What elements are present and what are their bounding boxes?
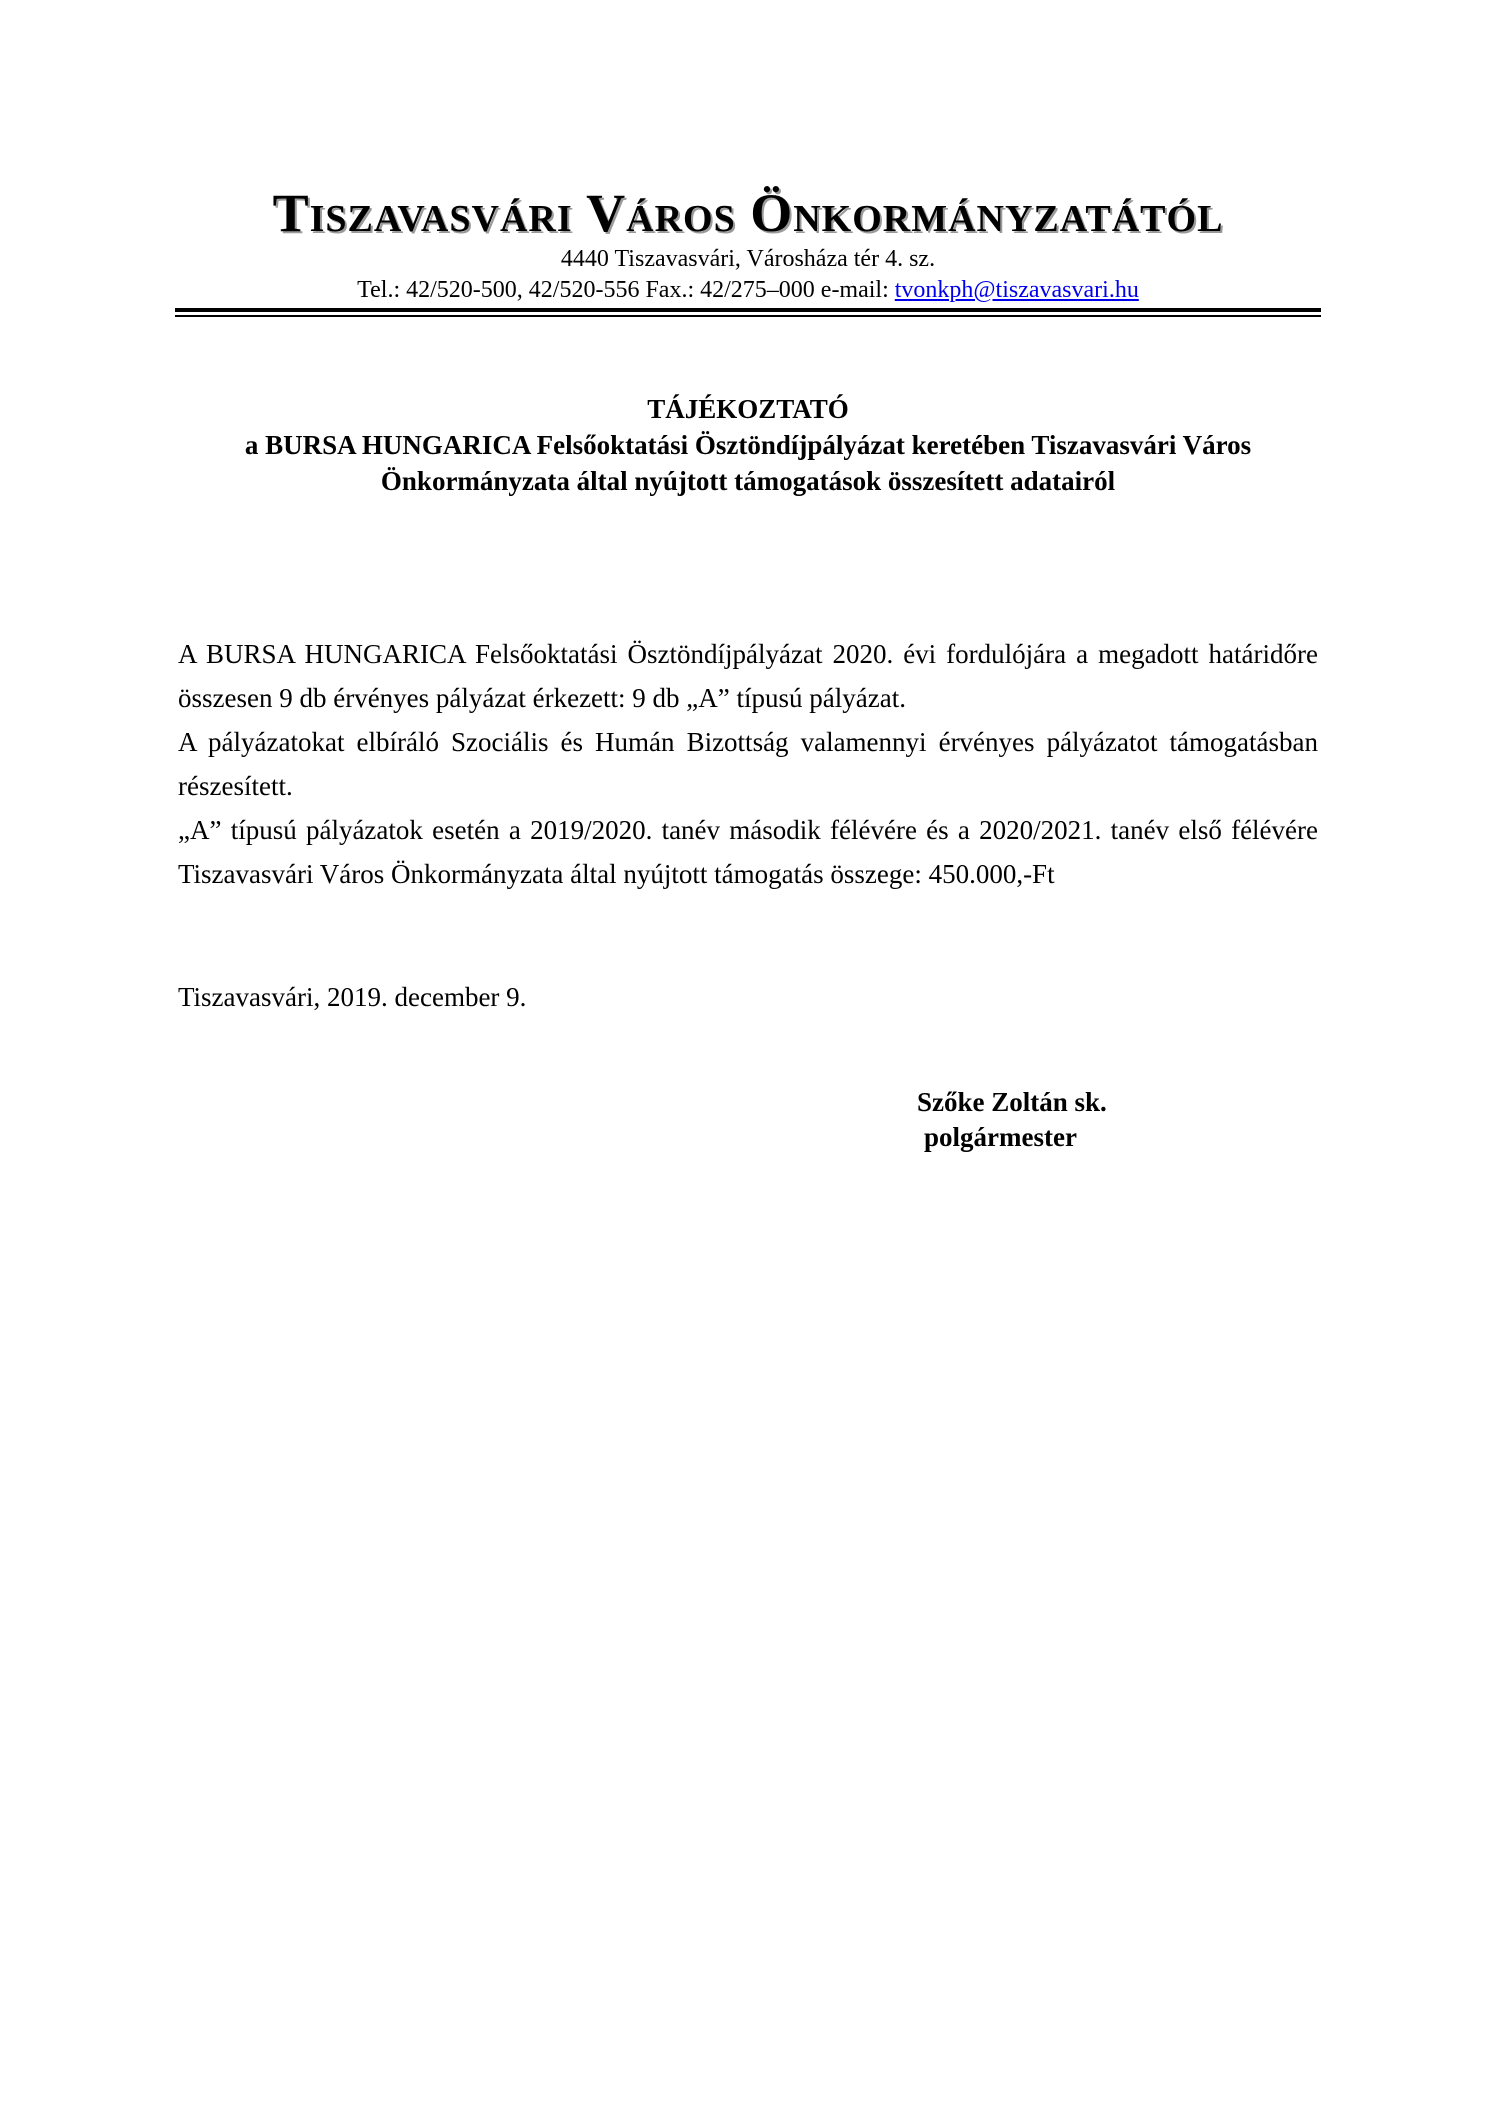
letterhead-contact — [178, 276, 1318, 304]
body-paragraph: A BURSA HUNGARICA Felsőoktatási Ösztöndíjpályázat 2020. évi fordulójára a megadott határidőre összesen 9 db érvényes pályázat érkezett: 9 db „A” típusú pályázat. — [178, 639, 1318, 713]
body-paragraph: „A” típusú pályázatok esetén a 2019/2020. tanév második félévére és a 2020/2021. tanév első félévére Tiszavasvári Város Önkormányzata által nyújtott támogatás összege: 450.000,-Ft — [178, 815, 1318, 889]
body-paragraph: A pályázatokat elbíráló Szociális és Humán Bizottság valamennyi érvényes pályázatot támogatásban részesített. — [178, 727, 1318, 801]
document-body — [178, 632, 1318, 896]
letterhead-divider-thick — [175, 308, 1321, 312]
letterhead-address: 4440 Tiszavasvári, Városháza tér 4. sz. — [560, 246, 936, 272]
document-title: TÁJÉKOZTATÓ — [647, 394, 849, 424]
contact-info: Tel.: 42/520-500, 42/520-556 Fax.: 42/275–000 e-mail: — [357, 277, 895, 303]
signer-role: polgármester — [924, 1122, 1077, 1152]
place-date: Tiszavasvári, 2019. december 9. — [178, 982, 527, 1012]
document-subtitle: a BURSA HUNGARICA Felsőoktatási Ösztöndíjpályázat keretében Tiszavasvári Város Önkormányzata által nyújtott támogatások összesített adatairól — [244, 430, 1252, 496]
letterhead-title: Tiszavasvári Város Önkormányzatától — [272, 183, 1224, 243]
letterhead-divider-thin — [175, 315, 1321, 317]
signer-name: Szőke Zoltán sk. — [917, 1087, 1107, 1117]
email-link[interactable]: tvonkph@tiszavasvari.hu — [894, 277, 1139, 303]
